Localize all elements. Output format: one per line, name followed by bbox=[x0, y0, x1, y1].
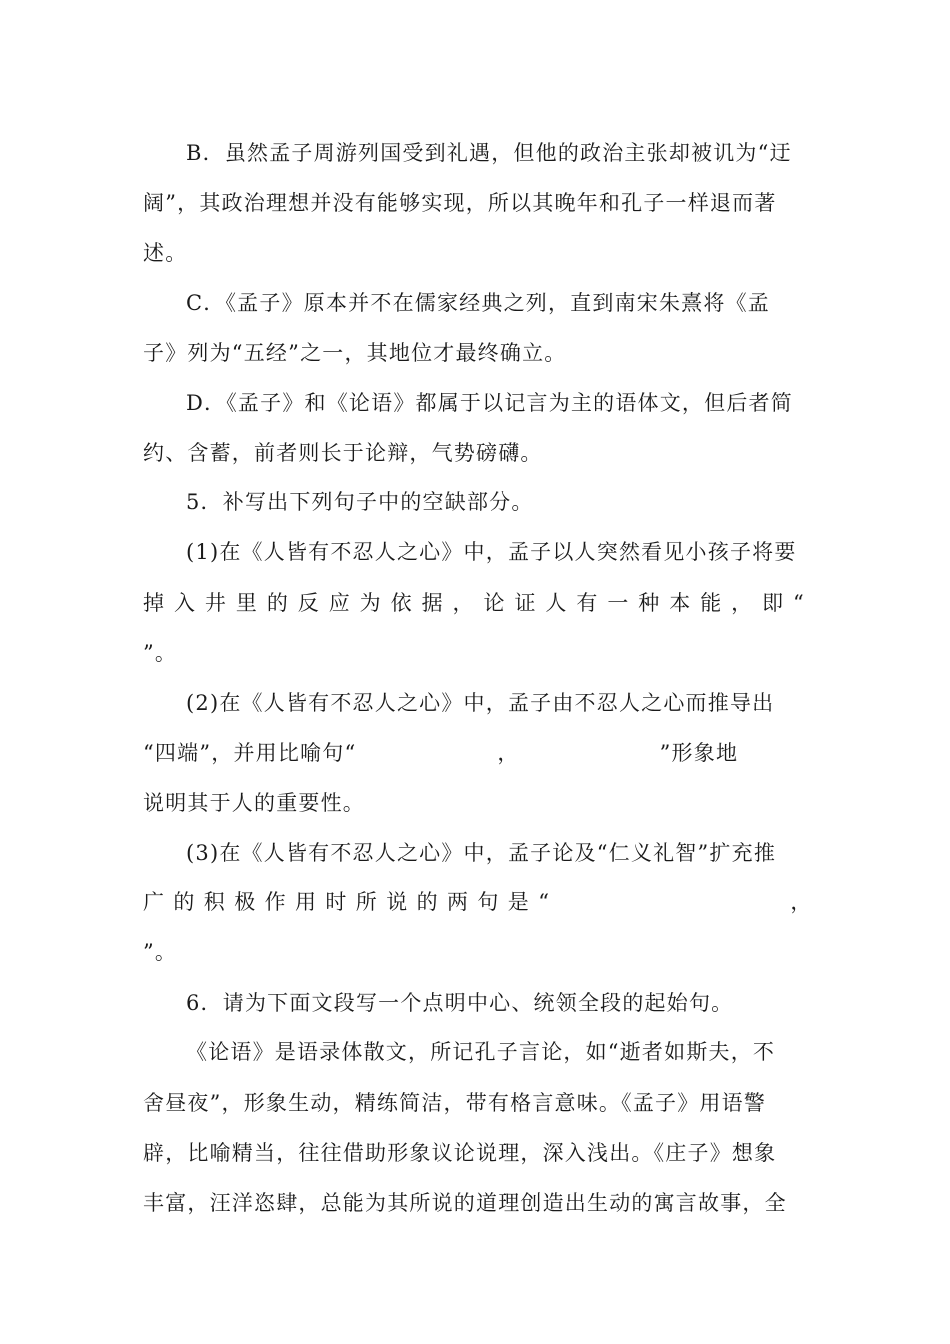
option-b-line-1: B．虽然孟子周游列国受到礼遇，但他的政治主张却被讥为“迂 bbox=[186, 141, 792, 165]
q5-sub2-line-2-end: ”形象地 bbox=[659, 741, 739, 765]
q5-sub3-line-2 bbox=[143, 887, 813, 917]
option-d-line-1: D．《孟子》和《论语》都属于以记言为主的语体文，但后者简 bbox=[186, 391, 793, 415]
q5-sub2-line-1: (2)在《人皆有不忍人之心》中，孟子由不忍人之心而推导出 bbox=[186, 691, 775, 715]
option-c-line-1: C．《孟子》原本并不在儒家经典之列，直到南宋朱熹将《孟 bbox=[186, 291, 770, 315]
q5-sub3-line-1: (3)在《人皆有不忍人之心》中，孟子论及“仁义礼智”扩充推 bbox=[186, 841, 777, 865]
q5-sub2-line-2 bbox=[143, 738, 805, 768]
q6-paragraph-line-3: 辟，比喻精当，往往借助形象议论说理，深入浅出。《庄子》想象 bbox=[143, 1141, 777, 1165]
q5-sub3-line-3: ”。 bbox=[143, 940, 178, 964]
q6-paragraph-line-4: 丰富，汪洋恣肆，总能为其所说的道理创造出生动的寓言故事，全 bbox=[143, 1191, 787, 1215]
q5-sub1-line-2: 掉入井里的反应为依据，论证人有一种本能，即“ bbox=[143, 591, 805, 615]
q5-sub2-line-2-start: “四端”，并用比喻句“ bbox=[143, 741, 357, 765]
option-b-line-2: 阔”，其政治理想并没有能够实现，所以其晚年和孔子一样退而著 bbox=[143, 191, 777, 215]
q6-paragraph-line-1: 《论语》是语录体散文，所记孔子言论，如“逝者如斯夫，不 bbox=[186, 1040, 776, 1064]
q5-sub2-line-3: 说明其于人的重要性。 bbox=[143, 791, 365, 815]
q6-paragraph-line-2: 舍昼夜”，形象生动，精练简洁，带有格言意味。《孟子》用语警 bbox=[143, 1091, 767, 1115]
q5-sub3-comma: ， bbox=[790, 890, 813, 914]
option-b-line-3: 述。 bbox=[143, 241, 188, 265]
q5-sub3-line-2-start: 广的积极作用时所说的两句是“ bbox=[143, 890, 559, 914]
option-d-line-2: 约、含蓄，前者则长于论辩，气势磅礴。 bbox=[143, 441, 543, 465]
q5-sub1-line-3: ”。 bbox=[143, 641, 178, 665]
question-5-title: 5．补写出下列句子中的空缺部分。 bbox=[186, 490, 534, 514]
question-6-title: 6．请为下面文段写一个点明中心、统领全段的起始句。 bbox=[186, 991, 734, 1015]
q5-sub1-line-1: (1)在《人皆有不忍人之心》中，孟子以人突然看见小孩子将要 bbox=[186, 540, 797, 564]
option-c-line-2: 子》列为“五经”之一，其地位才最终确立。 bbox=[143, 341, 567, 365]
q5-sub2-comma: ， bbox=[497, 741, 520, 765]
